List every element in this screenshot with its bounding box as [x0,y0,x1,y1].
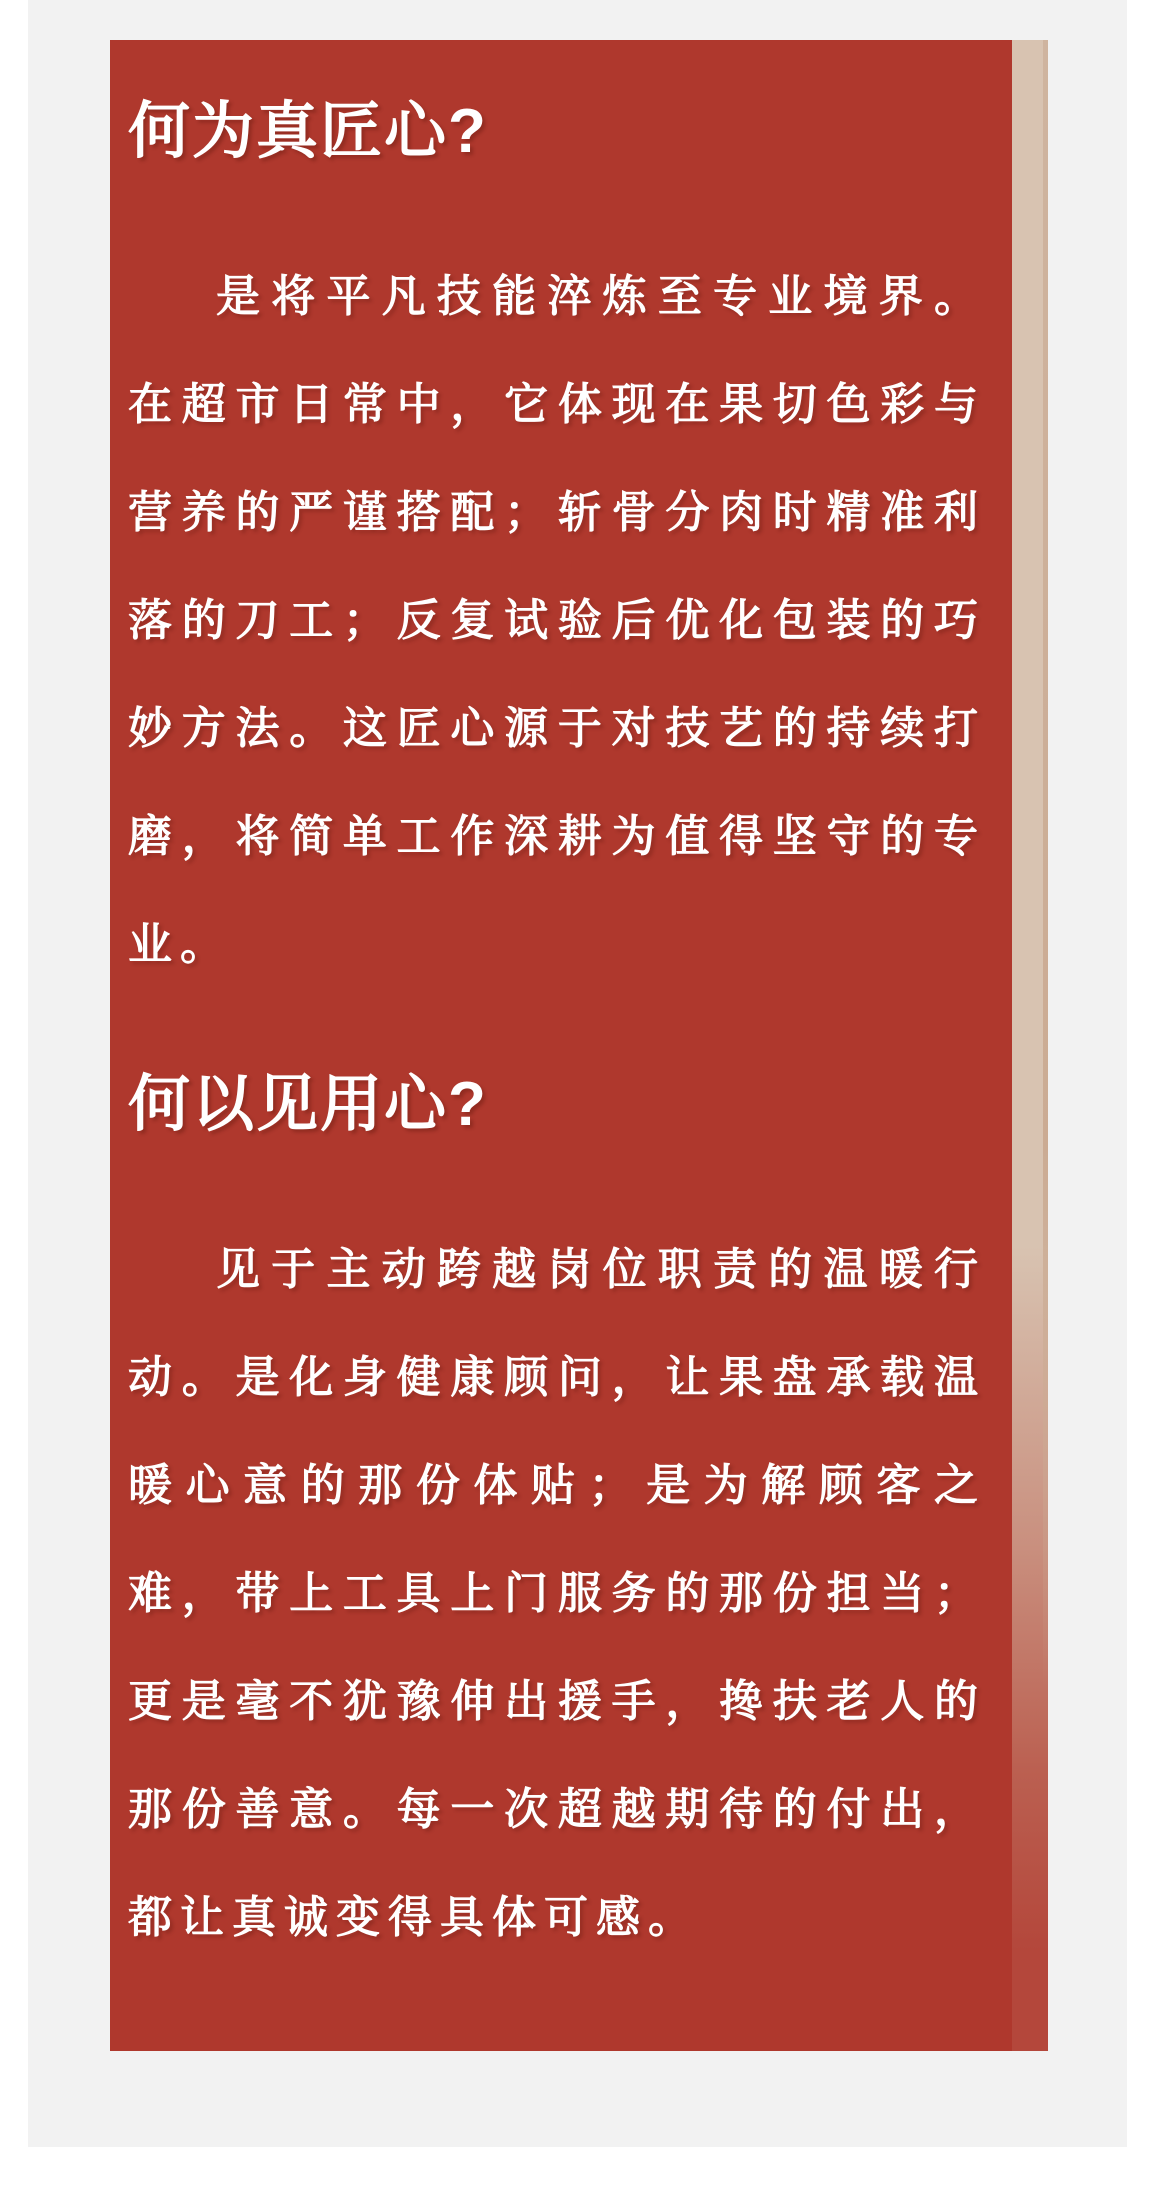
card-red-surface [110,40,1012,2051]
section-heading-dedication: 何以见用心? [128,1070,488,1139]
article-card [110,40,1048,2051]
section-paragraph-craftsmanship: 是将平凡技能淬炼至专业境界。在超市日常中，它体现在果切色彩与营养的严谨搭配；斩骨分肉时精准利落的刀工；反复试验后优化包装的巧妙方法。这匠心源于对技艺的持续打磨，将简单工作深耕为值得坚守的专业。 [128,272,986,969]
card-content [110,40,1012,1972]
card-page-curl-edge [1012,40,1048,2051]
section-heading-craftsmanship: 何为真匠心? [128,97,488,166]
content-panel [28,0,1127,2147]
section-paragraph-dedication: 见于主动跨越岗位职责的温暖行动。是化身健康顾问，让果盘承载温暖心意的那份体贴；是为解顾客之难，带上工具上门服务的那份担当；更是毫不犹豫伸出援手，搀扶老人的那份善意。每一次超越期待的付出，都让真诚变得具体可感。 [128,1245,986,1942]
